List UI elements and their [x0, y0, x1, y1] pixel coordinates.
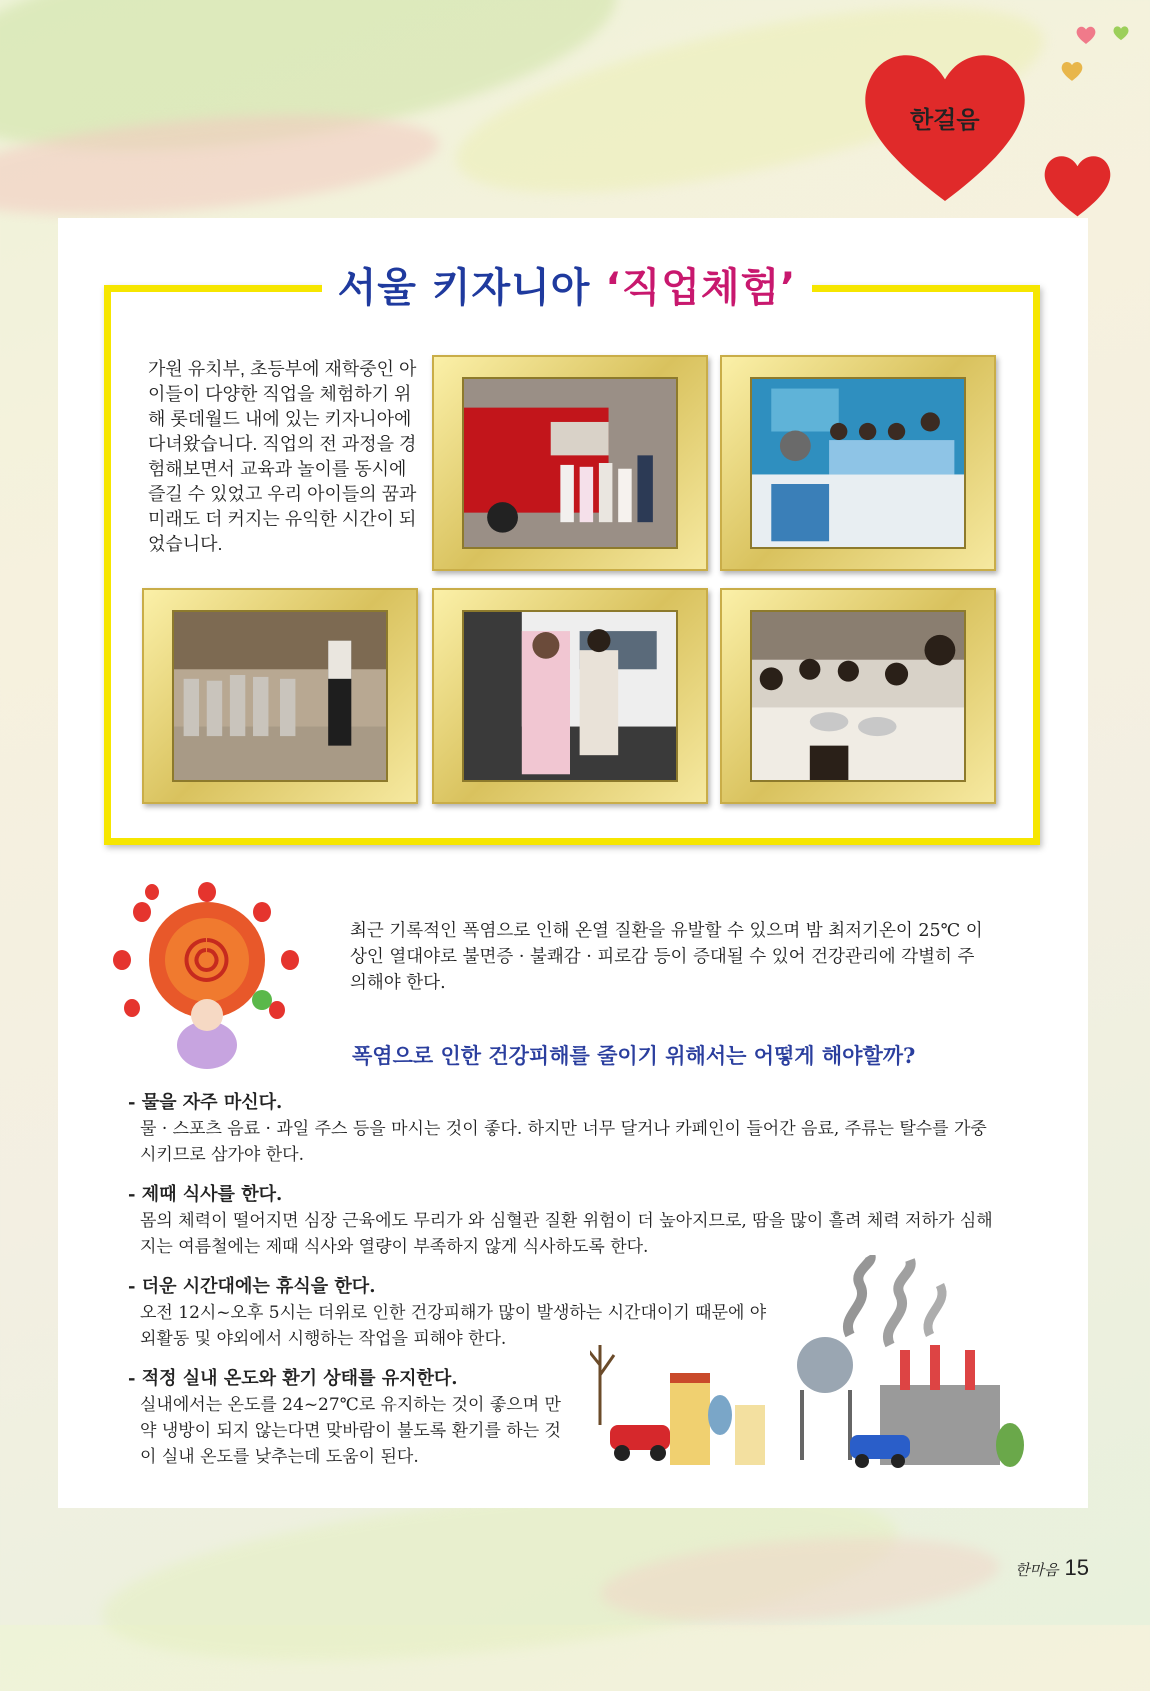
title-part2: ‘직업체험’: [605, 265, 797, 311]
tip-body: 물 · 스포츠 음료 · 과일 주스 등을 마시는 것이 좋다. 하지만 너무 달거나 카페인이 들어간 음료, 주류는 탈수를 가중 시키므로 삼가야 한다.: [140, 1119, 987, 1165]
tiny-heart-icon: [1060, 60, 1084, 82]
tip-heading: - 더운 시간대에는 휴식을 한다.: [128, 1276, 376, 1297]
tip-heading: - 제때 식사를 한다.: [128, 1184, 283, 1205]
photo-unicef-booth: [720, 355, 996, 571]
tiny-heart-icon: [1112, 25, 1130, 41]
health-question: 폭염으로 인한 건강피해를 줄이기 위해서는 어떻게 해야할까?: [352, 1043, 916, 1068]
tip-body: 몸의 체력이 떨어지면 심장 근육에도 무리가 와 심혈관 질환 위험이 더 높아지므로, 땀을 많이 흘려 체력 저하가 심해지는 여름철에는 제때 식사와 열량이 부족하지 않게 식사하도록 한다.: [140, 1211, 993, 1257]
health-paragraph: 최근 기록적인 폭염으로 인해 온열 질환을 유발할 수 있으며 밤 최저기온이 25℃ 이상인 열대야로 불면증 · 불쾌감 · 피로감 등이 증대될 수 있어 건강관리에 각별히 주의해야 한다.: [350, 921, 983, 993]
town-factory-illustration: [590, 1255, 1050, 1475]
photo-police-group: [142, 588, 418, 804]
tip-body: 실내에서는 온도를 24~27℃로 유지하는 것이 좋으며 만약 냉방이 되지 않는다면 맞바람이 불도록 환기를 하는 것이 실내 온도를 낮추는데 도움이 된다.: [140, 1395, 561, 1467]
photo-fire-truck: [432, 355, 708, 571]
photo-kids-bus: [432, 588, 708, 804]
tip-heading: - 물을 자주 마신다.: [128, 1092, 283, 1113]
page-number: 15: [1064, 1555, 1089, 1580]
tip-item: [128, 1090, 1008, 1168]
small-heart-icon: [1040, 150, 1115, 220]
page-footer: [1015, 1555, 1089, 1581]
tiny-heart-icon: [1075, 25, 1097, 45]
corner-title: 한걸음: [910, 106, 980, 134]
intro-text: 가원 유치부, 초등부에 재학중인 아이들이 다양한 직업을 체험하기 위해 롯데월드 내에 있는 키자니아에 다녀왔습니다. 직업의 전 과정을 경험해보면서 교육과 놀이를 동시에 즐길 수 있었고 우리 아이들의 꿈과 미래도 더 커지는 유익한 시간이 되었습니다.: [148, 359, 417, 554]
title-part1: 서울 키자니아: [337, 265, 606, 311]
section-title: [322, 258, 812, 318]
footer-brand: 한마음: [1015, 1562, 1059, 1579]
tip-item: [128, 1182, 1008, 1260]
tip-body: 오전 12시~오후 5시는 더위로 인한 건강피해가 많이 발생하는 시간대이기 때문에 야외활동 및 야외에서 시행하는 작업을 피해야 한다.: [140, 1303, 767, 1349]
sun-mascot-icon: [112, 880, 302, 1080]
tip-heading: - 적정 실내 온도와 환기 상태를 유지한다.: [128, 1368, 458, 1389]
photo-craft-class: [720, 588, 996, 804]
